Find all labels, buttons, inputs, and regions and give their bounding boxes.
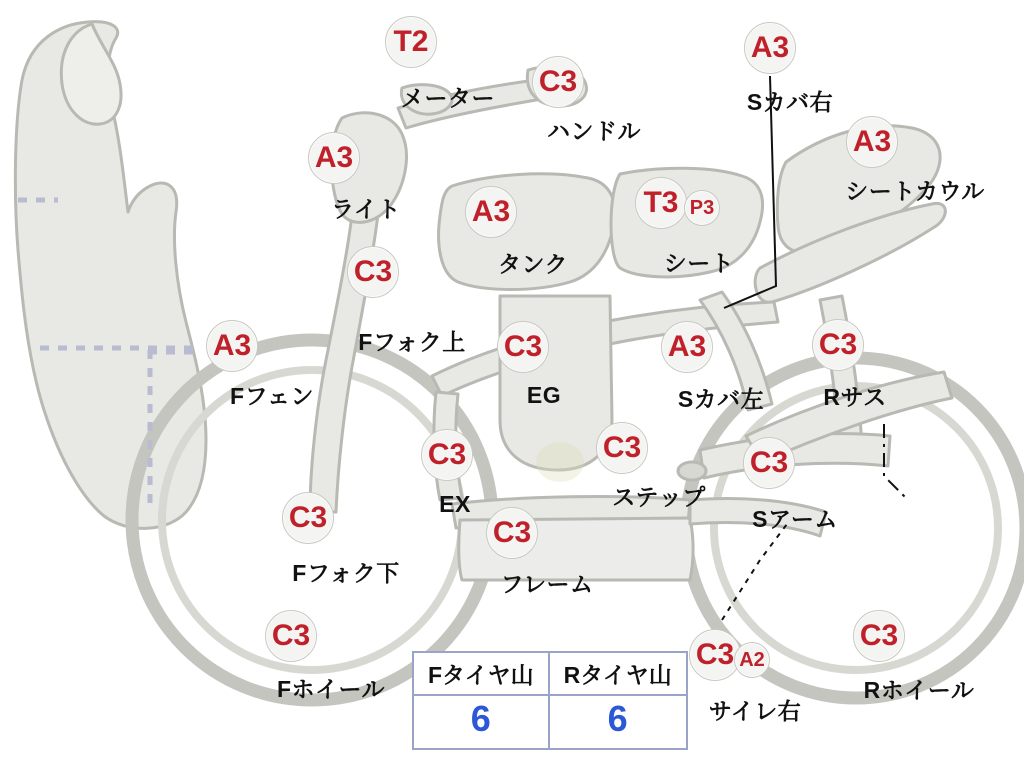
grade-marker-f-wheel[interactable]: C3: [265, 610, 317, 662]
part-label-seat-cowl: シートカウル: [845, 178, 985, 204]
grade-marker-exhaust[interactable]: C3: [421, 429, 473, 481]
tyre-table-header-row: [413, 652, 687, 695]
tyre-value-rear: 6: [549, 695, 687, 749]
grade-marker-s-cover-r[interactable]: A3: [744, 22, 796, 74]
tyre-value-front: 6: [413, 695, 549, 749]
grade-marker-frame[interactable]: C3: [486, 507, 538, 559]
tyre-table-header-front: Fタイヤ山: [413, 652, 549, 695]
grade-marker-swing-arm[interactable]: C3: [743, 437, 795, 489]
grade-marker-meter[interactable]: T2: [385, 16, 437, 68]
part-label-f-fender: Fフェン: [230, 383, 314, 409]
grade-marker-seat-sub[interactable]: P3: [684, 190, 720, 226]
part-label-frame: フレーム: [500, 571, 594, 597]
tyre-tread-table: [412, 651, 688, 750]
grade-marker-silencer-sub[interactable]: A2: [734, 642, 770, 678]
part-label-meter: メーター: [401, 85, 495, 111]
part-label-seat: シート: [663, 250, 735, 276]
part-label-engine: EG: [526, 382, 562, 408]
grade-marker-f-fender[interactable]: A3: [206, 320, 258, 372]
grade-marker-s-cover-l[interactable]: A3: [661, 321, 713, 373]
grade-marker-handle[interactable]: C3: [532, 56, 584, 108]
part-label-f-fork-up: Fフォク上: [358, 329, 466, 355]
part-label-light: ライト: [331, 196, 401, 222]
tyre-table-header-rear: Rタイヤ山: [549, 652, 687, 695]
grade-marker-light[interactable]: A3: [308, 132, 360, 184]
grade-marker-seat[interactable]: T3: [635, 177, 687, 229]
part-label-exhaust: EX: [439, 491, 471, 517]
part-label-f-wheel: Fホイール: [276, 676, 386, 702]
part-label-handle: ハンドル: [547, 118, 641, 144]
grade-marker-silencer-r[interactable]: C3: [689, 629, 741, 681]
grade-marker-r-suspension[interactable]: C3: [812, 319, 864, 371]
grade-marker-seat-cowl[interactable]: A3: [846, 116, 898, 168]
part-label-f-fork-low: Fフォク下: [292, 560, 400, 586]
part-label-r-wheel: Rホイール: [863, 677, 975, 703]
grade-marker-engine[interactable]: C3: [497, 321, 549, 373]
part-label-s-cover-l: Sカバ左: [677, 386, 765, 412]
grade-marker-tank[interactable]: A3: [465, 186, 517, 238]
part-label-swing-arm: Sアーム: [752, 506, 838, 532]
part-label-tank: タンク: [497, 251, 569, 277]
grade-marker-step[interactable]: C3: [596, 422, 648, 474]
part-label-s-cover-r: Sカバ右: [746, 89, 834, 115]
grade-marker-f-fork-up[interactable]: C3: [347, 246, 399, 298]
part-label-step: ステップ: [612, 484, 706, 510]
grade-marker-f-fork-low[interactable]: C3: [282, 492, 334, 544]
grade-marker-r-wheel[interactable]: C3: [853, 610, 905, 662]
part-label-r-suspension: Rサス: [823, 384, 887, 410]
part-label-silencer-r: サイレ右: [708, 698, 802, 724]
tyre-table-value-row: [413, 695, 687, 749]
